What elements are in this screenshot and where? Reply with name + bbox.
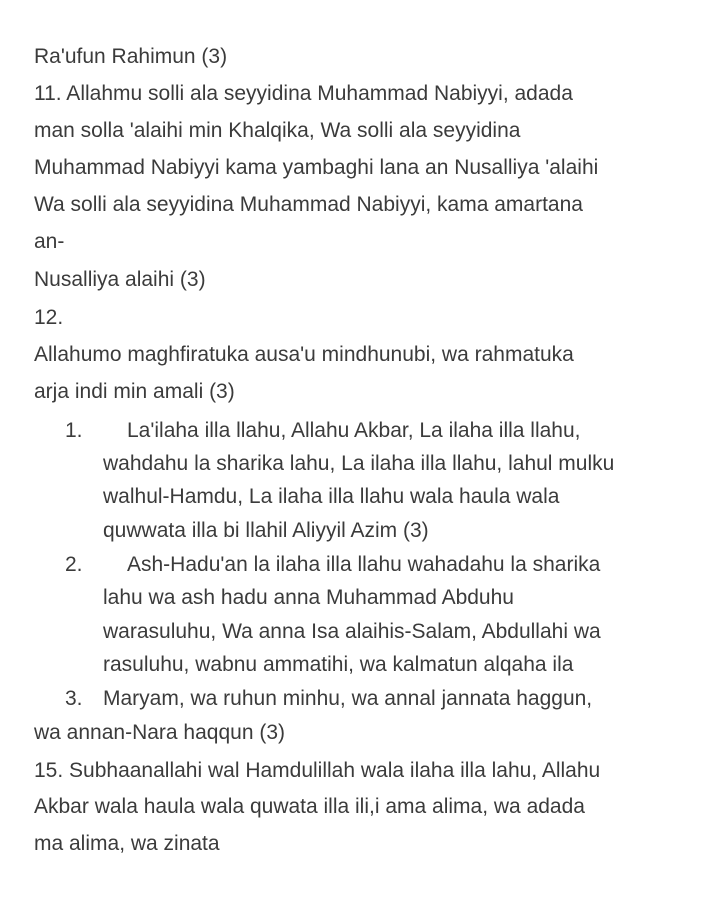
text-line: 11. Allahmu solli ala seyyidina Muhammad Nabiyyi, adada [34, 82, 573, 105]
text-line: rasuluhu, wabnu ammatihi, wa kalmatun alqaha ila [103, 653, 574, 676]
list-marker: 3. [65, 687, 83, 710]
text-line: Wa solli ala seyyidina Muhammad Nabiyyi, kama amartana [34, 193, 583, 216]
text-line: quwwata illa bi llahil Aliyyil Azim (3) [103, 519, 429, 542]
text-line: arja indi min amali (3) [34, 380, 235, 403]
text-line: lahu wa ash hadu anna Muhammad Abduhu [103, 586, 514, 609]
text-line: 15. Subhaanallahi wal Hamdulillah wala ilaha illa lahu, Allahu [34, 759, 601, 782]
text-line: Akbar wala haula wala quwata illa ili,i ama alima, wa adada [34, 795, 585, 818]
text-line: wa annan-Nara haqqun (3) [34, 721, 285, 744]
text-line: Maryam, wa ruhun minhu, wa annal jannata haggun, [103, 687, 593, 710]
text-line: Allahumo maghfiratuka ausa'u mindhunubi, wa rahmatuka [34, 343, 574, 366]
text-line: La'ilaha illa llahu, Allahu Akbar, La ilaha illa llahu, [127, 419, 581, 442]
text-line: Nusalliya alaihi (3) [34, 268, 206, 291]
text-line: wahdahu la sharika lahu, La ilaha illa llahu, lahul mulku [103, 452, 615, 475]
text-line: an- [34, 230, 65, 253]
text-line: ma alima, wa zinata [34, 832, 220, 855]
text-line: man solla 'alaihi min Khalqika, Wa solli ala seyyidina [34, 119, 521, 142]
text-line: walhul-Hamdu, La ilaha illa llahu wala haula wala [103, 485, 560, 508]
list-marker: 2. [65, 553, 83, 576]
text-line: Ash-Hadu'an la ilaha illa llahu wahadahu la sharika [127, 553, 601, 576]
text-line: 12. [34, 306, 64, 329]
text-line: Muhammad Nabiyyi kama yambaghi lana an Nusalliya 'alaihi [34, 156, 599, 179]
list-marker: 1. [65, 419, 83, 442]
text-line: warasuluhu, Wa anna Isa alaihis-Salam, Abdullahi wa [103, 620, 601, 643]
text-line: Ra'ufun Rahimun (3) [34, 45, 228, 68]
